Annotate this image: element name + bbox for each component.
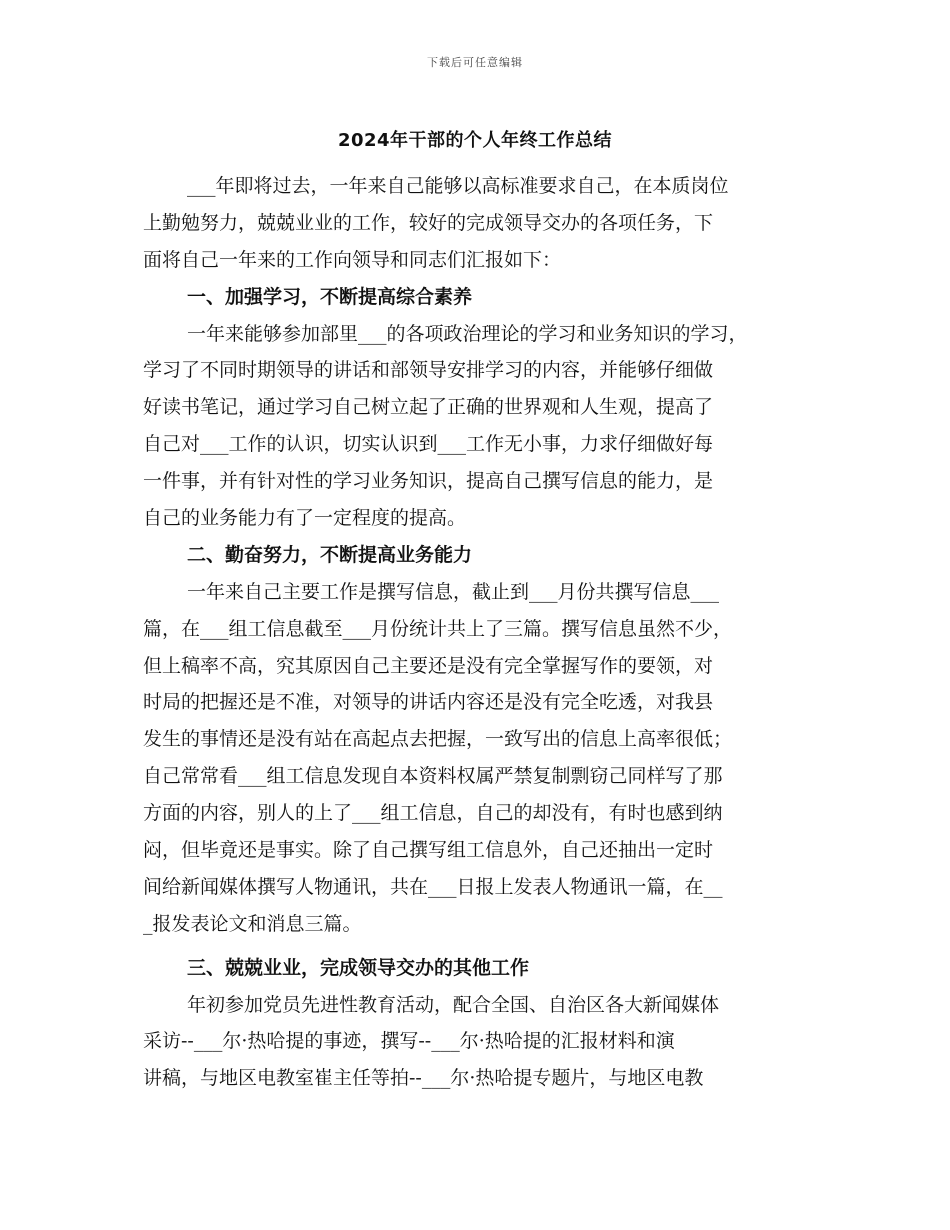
paragraph-line: 年初参加党员先进性教育活动，配合全国、自治区各大新闻媒体	[187, 993, 720, 1016]
paragraph-line: 自己对___工作的认识，切实认识到___工作无小事，力求仔细做好每	[143, 433, 714, 456]
paragraph-line: 一件事，并有针对性的学习业务知识，提高自己撰写信息的能力，是	[143, 470, 714, 493]
paragraph-line: 一年来能够参加部里___的各项政治理论的学习和业务知识的学习，	[187, 322, 748, 345]
paragraph-line: 但上稿率不高，究其原因自己主要还是没有完全掌握写作的要领，对	[143, 654, 714, 677]
paragraph-line: 采访--___尔·热哈提的事迹，撰写--___尔·热哈提的汇报材料和演	[143, 1030, 675, 1053]
paragraph-line: ___年即将过去，一年来自己能够以高标准要求自己，在本质岗位	[187, 175, 729, 197]
section-heading: 三、兢兢业业，完成领导交办的其他工作	[187, 956, 530, 979]
header-note: 下载后可任意编辑	[427, 56, 523, 69]
paragraph-line: 学习了不同时期领导的讲话和部领导安排学习的内容，并能够仔细做	[143, 359, 714, 382]
paragraph-line: 闷，但毕竟还是事实。除了自己撰写组工信息外，自己还抽出一定时	[143, 839, 714, 862]
paragraph-line: 上勤勉努力，兢兢业业的工作，较好的完成领导交办的各项任务，下	[143, 211, 714, 234]
paragraph-line: 好读书笔记，通过学习自己树立起了正确的世界观和人生观，提高了	[143, 396, 714, 419]
paragraph-line: 自己的业务能力有了一定程度的提高。	[143, 507, 467, 530]
paragraph-line: _报发表论文和消息三篇。	[143, 912, 362, 935]
section-heading: 一、加强学习，不断提高综合素养	[187, 285, 473, 308]
paragraph-line: 面将自己一年来的工作向领导和同志们汇报如下：	[143, 248, 562, 271]
section-heading: 二、勤奋努力，不断提高业务能力	[187, 543, 473, 566]
paragraph-line: 发生的事情还是没有站在高起点去把握，一致写出的信息上高率很低；	[143, 728, 733, 751]
paragraph-line: 一年来自己主要工作是撰写信息，截止到___月份共撰写信息___	[187, 580, 720, 603]
paragraph-line: 时局的把握还是不准，对领导的讲话内容还是没有完全吃透，对我县	[143, 691, 714, 714]
document-body	[143, 168, 811, 1097]
paragraph-line: 间给新闻媒体撰写人物通讯，共在___日报上发表人物通讯一篇，在__	[143, 875, 723, 898]
document-title: 2024年干部的个人年终工作总结	[337, 130, 613, 151]
paragraph-line: 讲稿，与地区电教室崔主任等拍--___尔·热哈提专题片，与地区电教	[143, 1067, 704, 1090]
paragraph-line: 自己常常看___组工信息发现自本资料权属严禁复制剽窃己同样写了那	[143, 765, 723, 788]
paragraph-line: 方面的内容，别人的上了___组工信息，自己的却没有，有时也感到纳	[143, 802, 723, 825]
paragraph-line: 篇，在___组工信息截至___月份统计共上了三篇。撰写信息虽然不少，	[143, 617, 733, 640]
